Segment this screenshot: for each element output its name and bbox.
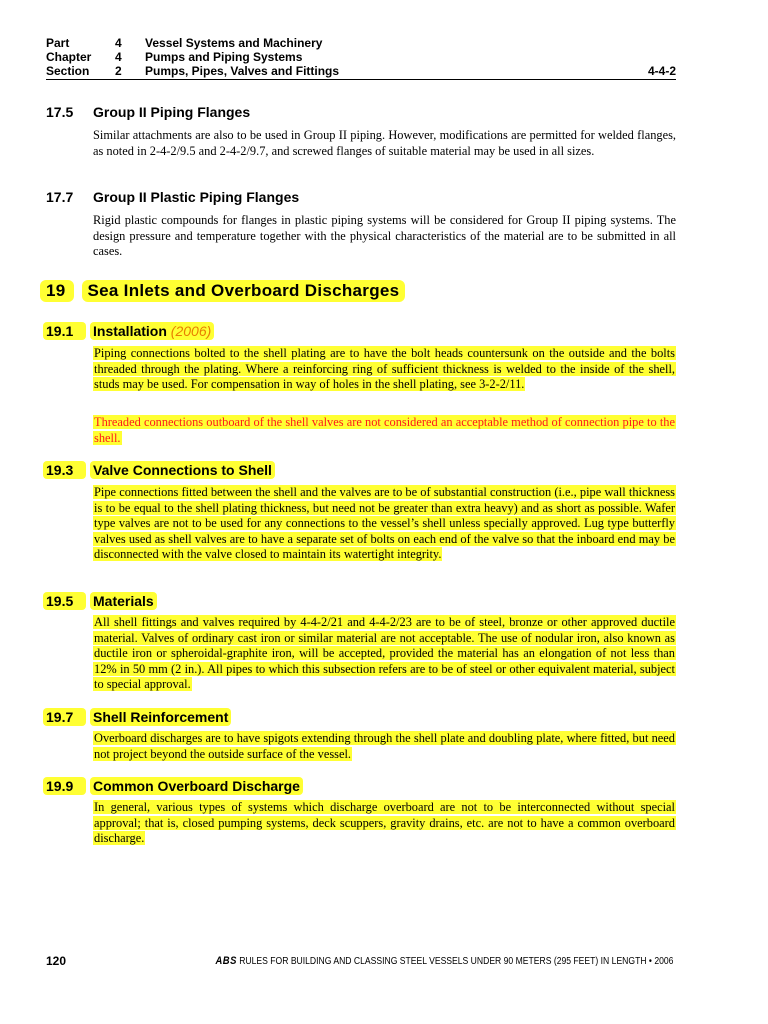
header-num: 2: [115, 64, 122, 78]
heading-19: [40, 280, 405, 302]
heading-19-3: [46, 461, 275, 479]
paragraph-19-1-amendment: [93, 415, 676, 446]
paragraph-text: Threaded connections outboard of the shell valves are not considered an acceptable method of connection pipe to the shell.: [94, 415, 675, 445]
footer-text: RULES FOR BUILDING AND CLASSING STEEL VESSELS UNDER 90 METERS (295 FEET) IN LENGTH • 2006: [238, 956, 674, 967]
paragraph-19-5: [93, 615, 676, 693]
heading-number: 17.5: [46, 104, 74, 120]
paragraph-text: All shell fittings and valves required by 4-4-2/21 and 4-4-2/23 are to be of steel, bronze or other approved ductile material. Valves of ordinary cast iron or similar material are not acceptable. The use of nodular iron, also known as ductile iron or spheroidal-graphite iron, will be accepted, provided the material has an elongation of not less than 12% in 50 mm (2 in.). All pipes to which this subsection refers are to be of steel or other equivalent material, subject to special approval.: [94, 615, 675, 691]
heading-19-1: [46, 322, 214, 340]
header-title: Pumps and Piping Systems: [145, 50, 303, 64]
footer-title: [215, 955, 673, 967]
header-reference: 4-4-2: [647, 64, 676, 78]
heading-number: 19.9: [43, 777, 86, 795]
revision-year: (2006): [170, 323, 212, 339]
paragraph-text: Piping connections bolted to the shell plating are to have the bolt heads countersunk on the outside and the bolts threaded through the plating. Where a reinforcing ring of sufficient thickness is welded to the inside of the shell, studs may be used. For compensation in way of holes in the shell plating, see 3-2-2/11.: [94, 346, 675, 391]
heading-title: Group II Plastic Piping Flanges: [93, 189, 300, 205]
heading-title: Sea Inlets and Overboard Discharges: [82, 280, 406, 302]
page-number: 120: [46, 954, 67, 968]
paragraph-text: Overboard discharges are to have spigots extending through the shell plate and doubling plate, where fitted, but need not project beyond the outside surface of the vessel.: [94, 731, 675, 761]
paragraph-19-1: [93, 346, 676, 393]
heading-19-7: [46, 708, 231, 726]
paragraph-17-5: Similar attachments are also to be used in Group II piping. However, modifications are permitted for welded flanges, as noted in 2-4-2/9.5 and 2-4-2/9.7, and screwed flanges of suitable material may be used in all sizes.: [93, 128, 676, 158]
heading-number: 19.3: [43, 461, 86, 479]
header-num: 4: [115, 36, 122, 50]
header-label: Part: [46, 36, 70, 50]
heading-number: 19.5: [43, 592, 86, 610]
heading-17-5: [46, 104, 250, 120]
heading-19-9: [46, 777, 303, 795]
heading-title: Shell Reinforcement: [90, 708, 231, 726]
header-title: Vessel Systems and Machinery: [145, 36, 323, 50]
paragraph-text: Pipe connections fitted between the shell and the valves are to be of substantial construction (i.e., pipe wall thickness is to be equal to the shell plating thickness, but need not be greater than extra heavy) and as short as possible. Wafer type valves are not to be used for any connections to the vessel’s shell unless specially approved. Lug type butterfly valves used as shell valves are to have a separate set of bolts on each end of the valve so that the inboard end may be disconnected with the valve closed to maintain its watertight integrity.: [94, 485, 675, 561]
heading-19-5: [46, 592, 157, 610]
heading-title: Group II Piping Flanges: [93, 104, 251, 120]
heading-number: 19.7: [43, 708, 86, 726]
paragraph-19-3: [93, 485, 676, 563]
paragraph-19-9: [93, 800, 676, 847]
paragraph-text: In general, various types of systems which discharge overboard are not to be interconnected without special approval; that is, closed pumping systems, deck scuppers, gravity drains, etc. are not to have a common overboard discharge.: [94, 800, 675, 845]
heading-number: 19: [40, 280, 74, 302]
header-num: 4: [115, 50, 122, 64]
heading-title: Valve Connections to Shell: [90, 461, 275, 479]
heading-title: Installation: [93, 323, 167, 339]
heading-17-7: [46, 189, 299, 205]
heading-number: 17.7: [46, 189, 74, 205]
paragraph-19-7: [93, 731, 676, 762]
abs-logo-text: ABS: [215, 955, 237, 967]
header-label: Chapter: [46, 50, 92, 64]
heading-title: Materials: [90, 592, 157, 610]
header-label: Section: [46, 64, 90, 78]
heading-title: Common Overboard Discharge: [90, 777, 303, 795]
heading-title-wrap: [90, 322, 214, 340]
header-rule: [46, 79, 676, 80]
header-title: Pumps, Pipes, Valves and Fittings: [145, 64, 340, 78]
heading-number: 19.1: [43, 322, 86, 340]
paragraph-17-7: Rigid plastic compounds for flanges in plastic piping systems will be considered for Group II piping systems. The design pressure and temperature together with the physical characteristics of the material are to be submitted in all cases.: [93, 213, 676, 258]
